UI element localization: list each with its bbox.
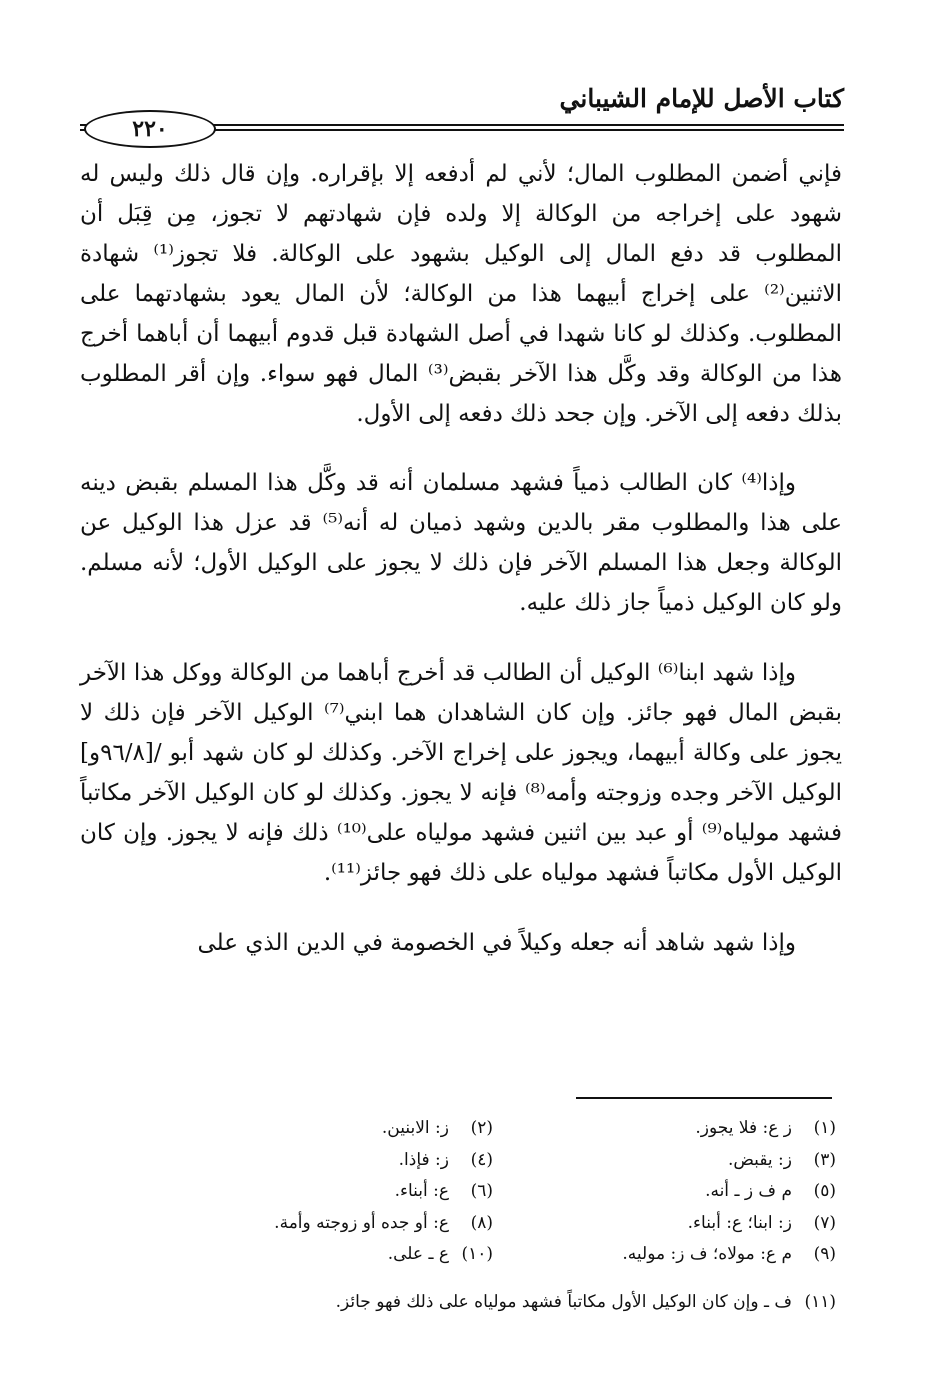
footnote [493, 1145, 836, 1177]
footnote-text: ز: ابنا؛ ع: أبناء. [687, 1212, 792, 1233]
footnote-number: (٤) [470, 1149, 493, 1170]
footnote [150, 1113, 493, 1145]
footnote-number: (٣) [813, 1149, 836, 1170]
footnote-number: (٦) [470, 1181, 493, 1202]
footnote-text: ز: فإذا. [398, 1149, 449, 1170]
paragraph: وإذا شهد ابنا⁽⁶⁾ الوكيل أن الطالب قد أخرج أباهما من الوكالة ووكل هذا الآخر بقبض المال فهو جائز. وإن كان الشاهدان هما ابني⁽⁷⁾ الوكيل الآخر فإن ذلك لا يجوز على وكالة أبيهما، ويجوز على إخراج الآخر. وكذلك لو كان شهد أبو /[٩٦/٨و] الوكيل الآخر وجده وزوجته وأمه⁽⁸⁾ فإنه لا يجوز. وكذلك لو كان الوكيل الآخر مكاتباً فشهد مولياه⁽⁹⁾ أو عبد بين اثنين فشهد مولياه على⁽¹⁰⁾ ذلك فإنه لا يجوز. وإن كان الوكيل الأول مكاتباً فشهد مولياه على ذلك فهو جائز⁽¹¹⁾. [80, 660, 842, 886]
footnote-text: ز: الابنين. [381, 1118, 449, 1138]
footnote-number: (٩) [813, 1244, 836, 1265]
footnote-number: (٧) [813, 1212, 836, 1233]
footnote-number: (٥) [813, 1181, 836, 1202]
footnote-separator [576, 1097, 832, 1099]
footnote-text: م ف ز ـ أنه. [705, 1181, 792, 1202]
footnotes [150, 1113, 836, 1271]
paragraph: وإذا شهد شاهد أنه جعله وكيلاً في الخصومة في الدين الذي على [197, 930, 796, 956]
footnote-text: ز: يقبض. [727, 1149, 792, 1170]
footnote-text: ع ـ على. [387, 1244, 449, 1265]
book-title: كتاب الأصل للإمام الشيباني [559, 84, 844, 113]
footnote-text: م ع: مولاه؛ ف ز: موليه. [622, 1244, 792, 1265]
main-text [80, 154, 842, 963]
footnote [493, 1113, 836, 1145]
page-header [80, 84, 844, 140]
paragraph: وإذا⁽⁴⁾ كان الطالب ذمياً فشهد مسلمان أنه قد وكَّل هذا المسلم بقبض دينه على هذا والمطلوب مقر بالدين وشهد ذميان له أنه⁽⁵⁾ قد عزل هذا الوكيل عن الوكالة وجعل هذا المسلم الآخر فإن ذلك لا يجوز على الوكيل الأول؛ لأنه مسلم. ولو كان الوكيل ذمياً جاز ذلك عليه. [80, 470, 842, 616]
footnote-number: (٨) [470, 1212, 493, 1233]
footnote-number: (٢) [470, 1118, 493, 1138]
footnote [493, 1239, 836, 1271]
paragraph: فإني أضمن المطلوب المال؛ لأني لم أدفعه إلا بإقراره. وإن قال ذلك وليس له شهود على إخراجه من الوكالة إلا ولده فإن شهادتهم لا تجوز، مِن قِبَل أن المطلوب قد دفع المال إلى الوكيل بشهود على الوكالة. فلا تجوز⁽¹⁾ شهادة الاثنين⁽²⁾ على إخراج أبيهما هذا من الوكالة؛ لأن المال يعود بشهادتهما على المطلوب. وكذلك لو كانا شهدا في أصل الشهادة قبل قدوم أبيهما أن أباهما أخرج هذا من الوكالة وقد وكَّل هذا الآخر بقبض⁽³⁾ المال فهو سواء. وإن أقر المطلوب بذلك دفعه إلى الآخر. وإن جحد ذلك دفعه إلى الأول. [80, 161, 842, 427]
footnote-text: ع: أبناء. [394, 1181, 449, 1202]
footnote [150, 1145, 493, 1177]
footnote-number: (١١) [804, 1292, 836, 1312]
footnote [493, 1208, 836, 1240]
footnote [150, 1208, 493, 1240]
footnote [150, 1176, 493, 1208]
footnote [150, 1239, 493, 1271]
footnote [150, 1287, 836, 1318]
footnote-text: ز ع: فلا يجوز. [695, 1118, 792, 1138]
footnote-number: (١٠) [461, 1244, 493, 1265]
footnote-number: (١) [813, 1118, 836, 1138]
footnote-text: ف ـ وإن كان الوكيل الأول مكاتباً فشهد مولياه على ذلك فهو جائز. [335, 1292, 792, 1312]
footnote [493, 1176, 836, 1208]
footnote-text: ع: أو جده أو زوجته وأمة. [274, 1212, 449, 1233]
page-number: ٢٢٠ [84, 110, 216, 148]
